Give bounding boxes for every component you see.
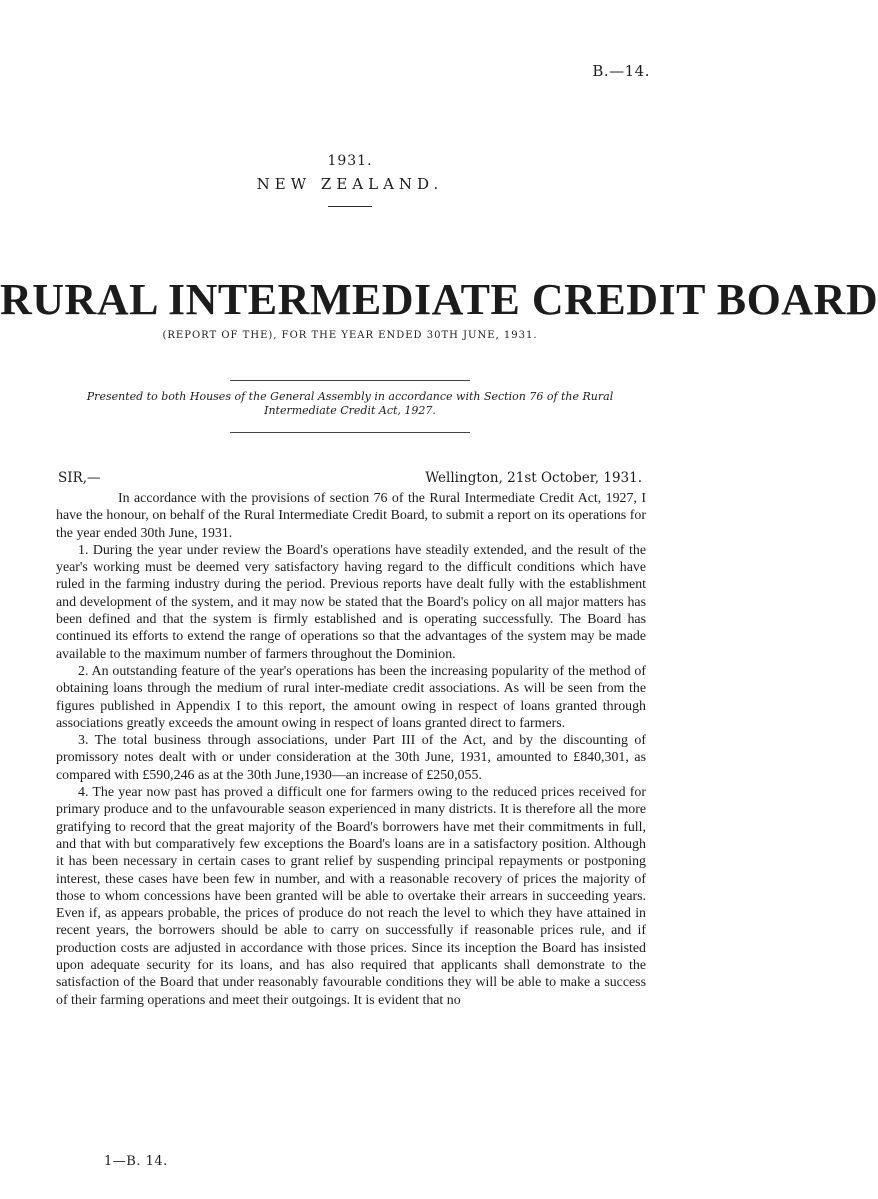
paragraph-intro: In accordance with the provisions of section 76 of the Rural Intermediate Credit Act, 1927, I have the honour, on behalf of the Rural Intermediate Credit Board, to submit a report on its operations for the year ended 30th June, 1931. — [56, 491, 646, 541]
report-year: 1931. — [327, 153, 373, 169]
paragraph-1: 1. During the year under review the Board's operations have steadily extended, and the result of the year's working must be deemed very satisfactory having regard to the difficult conditions which have ruled in the farming industry during the period. Previous reports have dealt fully with the establishment and development of the system, and it may now be stated that the Board's policy on all major matters has been defined and that the system is firmly established and is operating successfully. The Board has continued its efforts to extend the range of operations so that the advantages of the system may be made available to the maximum number of farmers throughout the Dominion. — [56, 542, 646, 662]
presented-note: Presented to both Houses of the General Assembly in accordance with Section 76 of the Rural Intermediate Credit Act, 1927. — [86, 390, 614, 417]
presented-rule-bottom — [230, 432, 470, 433]
heading-divider — [328, 206, 372, 207]
letter-place-date: Wellington, 21st October, 1931. — [425, 470, 642, 486]
sheet-reference: 1—B. 14. — [104, 1154, 168, 1169]
document-reference: B.—14. — [592, 62, 650, 80]
report-subtitle: (REPORT OF THE), FOR THE YEAR ENDED 30TH JUNE, 1931. — [162, 330, 538, 341]
country-heading: NEW ZEALAND. — [256, 175, 444, 193]
report-title: RURAL INTERMEDIATE CREDIT BOARD — [0, 275, 878, 324]
letter-salutation: SIR,— — [58, 470, 101, 486]
paragraph-4: 4. The year now past has proved a difficult one for farmers owing to the reduced prices received for primary produce and to the unfavourable season experienced in many districts. It is therefore all the more gratifying to record that the great majority of the Board's borrowers have met their commitments in full, and that with but comparatively few exceptions the Board's loans are in a satisfactory position. Although it has been necessary in certain cases to grant relief by suspending principal repayments or postponing interest, these cases have been few in number, and with a reasonable recovery of prices the majority of those to whom concessions have been granted will be able to overtake their arrears in succeeding years. Even if, as appears probable, the prices of produce do not reach the level to which they have attained in recent years, the borrowers should be able to carry on successfully if reasonable prices rule, and if production costs are adjusted in accordance with those prices. Since its inception the Board has insisted upon adequate security for its loans, and has also required that applicants shall demonstrate to the satisfaction of the Board that under reasonably favourable conditions they will be able to make a success of their farming operations and meet their outgoings. It is evident that no — [56, 785, 646, 1008]
presented-rule-top — [230, 380, 470, 381]
paragraph-2: 2. An outstanding feature of the year's operations has been the increasing popularity of the method of obtaining loans through the medium of rural inter-mediate credit associations. As will be seen from the figures published in Appendix I to this report, the amount owing in respect of loans granted through associations greatly exceeds the amount owing in respect of loans granted direct to farmers. — [56, 663, 646, 731]
paragraph-3: 3. The total business through associations, under Part III of the Act, and by the discounting of promissory notes dealt with or under consideration at the 30th June, 1931, amounted to £840,301, as compared with £590,246 as at the 30th June,1930—an increase of £250,055. — [56, 733, 646, 783]
letter-body — [56, 490, 646, 1009]
